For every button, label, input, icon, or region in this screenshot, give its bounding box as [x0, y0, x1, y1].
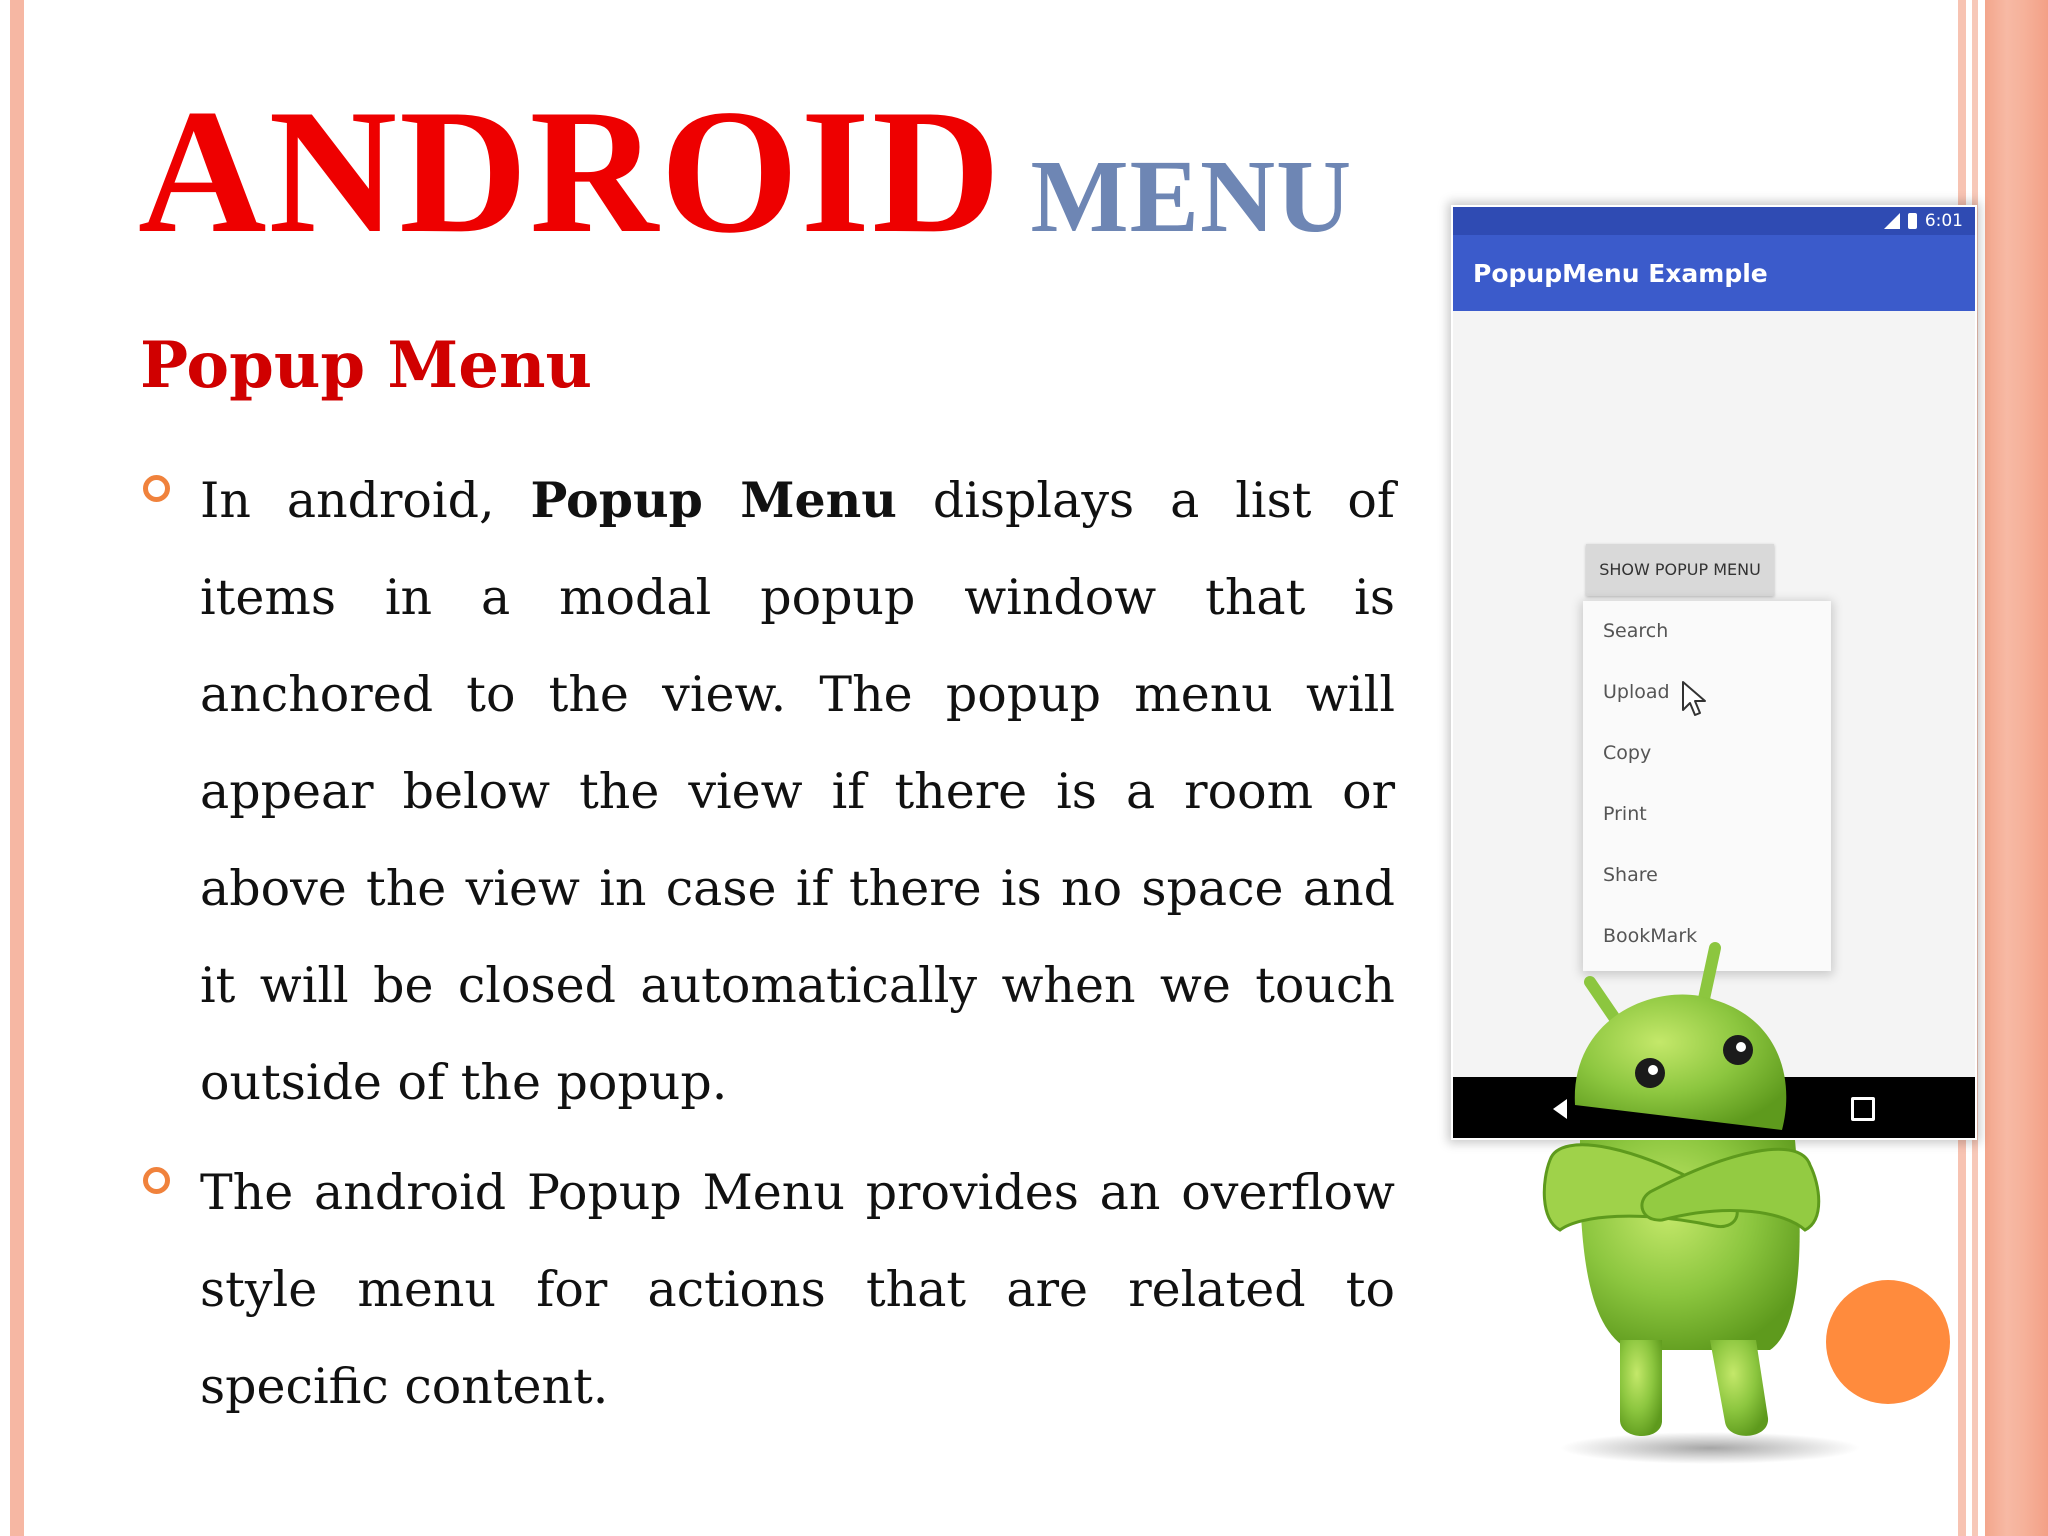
menu-item-copy[interactable]: Copy — [1603, 742, 1652, 764]
phone-app-bar — [1453, 235, 1975, 311]
bullet-list — [200, 452, 1395, 1435]
battery-icon — [1908, 213, 1917, 229]
section-heading: Popup Menu — [140, 328, 593, 403]
orange-decorative-circle — [1826, 1280, 1950, 1404]
mouse-cursor-icon — [1681, 680, 1709, 718]
menu-item-search[interactable]: Search — [1603, 620, 1669, 642]
bullet-text: The android Popup Menu provides an overflow style menu for actions that are related to specific content. — [200, 1164, 1395, 1415]
bullet-text: displays a list of items in a modal popup window that is anchored to the view. The popup menu will appear below the view if there is a room or above the view in case if there is no space and it will be closed automatically when we touch outside of the popup. — [200, 472, 1395, 1111]
bullet-text: In android, — [200, 472, 531, 529]
phone-status-bar — [1453, 207, 1975, 235]
menu-item-bookmark[interactable]: BookMark — [1603, 925, 1698, 947]
menu-item-upload[interactable]: Upload — [1603, 681, 1670, 703]
signal-icon — [1884, 213, 1900, 229]
bullet-item — [200, 1144, 1395, 1435]
show-popup-menu-button[interactable]: SHOW POPUP MENU — [1586, 544, 1774, 596]
bullet-item — [200, 452, 1395, 1131]
title-sub: MENU — [1030, 139, 1353, 254]
slide-title — [138, 72, 1353, 270]
status-time: 6:01 — [1924, 211, 1963, 231]
right-decorative-band — [1985, 0, 2048, 1536]
bullet-bold-text: Popup Menu — [530, 471, 897, 529]
menu-item-print[interactable]: Print — [1603, 803, 1647, 825]
android-mascot-icon — [1520, 930, 1880, 1470]
menu-item-share[interactable]: Share — [1603, 864, 1658, 886]
app-title: PopupMenu Example — [1473, 259, 1768, 288]
status-icons — [1884, 211, 1963, 231]
title-main: ANDROID — [138, 72, 1003, 270]
popup-menu — [1583, 601, 1831, 971]
bullet-ring-icon — [143, 1167, 170, 1194]
left-decorative-stripe — [10, 0, 24, 1536]
bullet-ring-icon — [143, 475, 170, 502]
